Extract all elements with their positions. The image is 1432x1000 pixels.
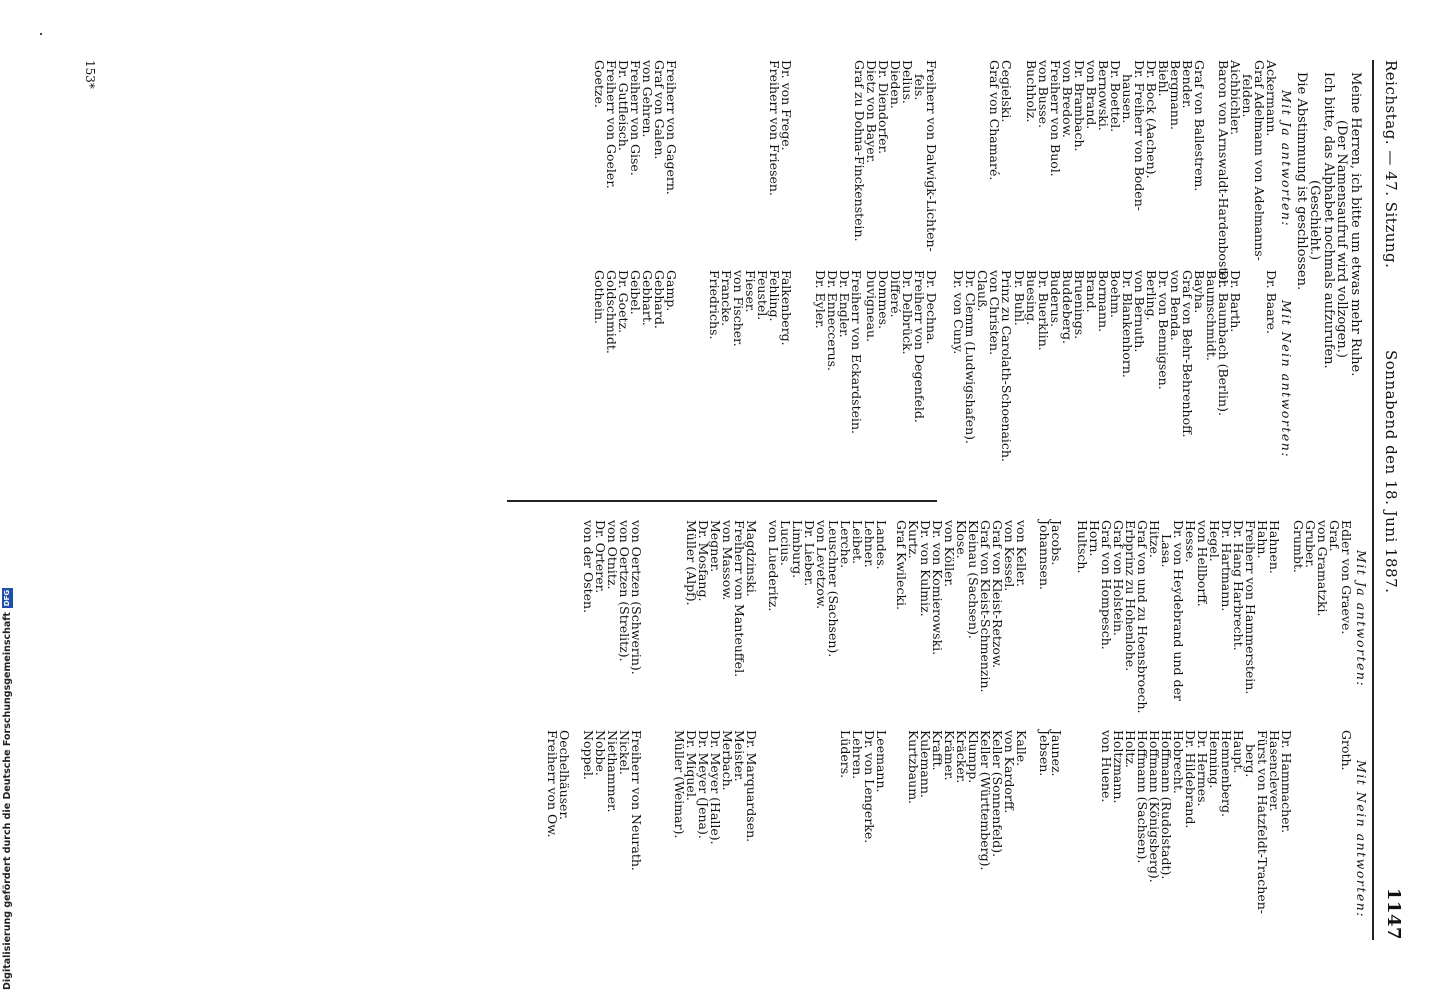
member-name — [1304, 730, 1316, 914]
member-name: von Brand. — [1084, 60, 1099, 130]
member-name: Freiherr von Gagern. — [664, 60, 679, 195]
member-name: Müller (Weimar). — [672, 730, 687, 839]
member-name: Dr. Lieber. — [802, 520, 817, 587]
member-name: Cegielski. — [999, 60, 1014, 123]
member-name: Differé. — [888, 270, 903, 318]
member-name: Megner. — [708, 520, 723, 573]
right-ja-heading-block — [1355, 520, 1367, 687]
member-name: Freiherr von Friesen. — [767, 60, 782, 196]
member-name: von Oertzen (Schwerin). — [629, 520, 644, 675]
member-name: Gothein. — [592, 270, 607, 325]
member-name: Hegel. — [1207, 520, 1222, 562]
member-name: Freiherr von Goeler. — [604, 60, 619, 189]
member-name: Holtz. — [1123, 730, 1138, 769]
header-center: Sonnabend den 18. Juni 1887. — [1382, 350, 1400, 594]
member-name: Dr. Baare. — [1264, 270, 1279, 335]
member-name: Graf von Hompesch. — [1099, 520, 1114, 650]
member-name: Lehner. — [862, 520, 877, 568]
member-name: Hobrecht. — [1171, 730, 1186, 794]
member-name: Lehren. — [850, 730, 865, 780]
member-name: Freiherr von Dalwigk-Lichten- — [924, 60, 939, 252]
member-name: Jaunez. — [1049, 730, 1064, 777]
member-name: von Gramatzki. — [1315, 520, 1330, 617]
member-name: Johannsen. — [1037, 520, 1052, 590]
member-name: Graf von Galen. — [652, 60, 667, 160]
member-name: Feustel. — [755, 270, 770, 321]
member-name: Bergmann. — [1168, 60, 1183, 130]
member-name: Hahnen. — [1267, 520, 1282, 574]
signature-mark: 153* — [83, 60, 97, 89]
member-name: Fürst von Hatzfeldt-Trachen- — [1255, 730, 1270, 914]
member-name: Freiherr von Neurath. — [629, 730, 644, 871]
page-number: 1147 — [1383, 887, 1404, 940]
member-name: Bayha. — [1192, 270, 1207, 314]
member-name: Ackermann. — [1264, 60, 1279, 137]
member-name: Krämer. — [942, 730, 957, 781]
member-name: Graf von Kleist-Schmenzin. — [978, 520, 993, 693]
right-nein-heading-block — [1355, 730, 1367, 918]
member-name: Hasenclever. — [1267, 730, 1282, 812]
member-name: von Kessel. — [1002, 520, 1017, 592]
right-ja-column-3 — [895, 520, 1027, 693]
intro-line: (Geschieht.) — [1307, 180, 1323, 261]
member-name: Dr. Orterer. — [593, 520, 608, 594]
member-name: Freiherr von Degenfeld. — [912, 270, 927, 423]
intro-line: (Der Namensaufruf wird vollzogen.) — [1334, 120, 1350, 358]
member-name: Dr. Hammacher. — [1279, 730, 1294, 834]
member-name: Leibet. — [850, 520, 865, 565]
member-name: Geibel. — [628, 270, 643, 315]
member-name: Dr. Freiherr von Boden- — [1132, 60, 1147, 211]
page-header — [1374, 60, 1404, 940]
member-name: Baron von Arnswaldt-Hardenbostel. — [1216, 60, 1231, 288]
member-name: Grumbt. — [1291, 520, 1306, 573]
member-name: Oechelhäuser. — [557, 730, 572, 821]
member-name: von Fischer. — [731, 270, 746, 347]
member-name: Hitze. — [1147, 520, 1162, 558]
member-name: Nickel. — [617, 730, 632, 775]
member-name: von der Osten. — [581, 520, 596, 614]
member-name: Delius. — [900, 60, 915, 104]
member-name: Graf zu Dohna-Finckenstein. — [852, 60, 867, 242]
member-name: Freiherr von Manteuffel. — [732, 520, 747, 678]
member-name: Holtzmann. — [1111, 730, 1126, 804]
member-name: Merbach. — [720, 730, 735, 791]
member-name: von Keller. — [1014, 520, 1029, 587]
member-name: von Christen. — [987, 270, 1002, 356]
member-name: Buddeberg. — [1060, 270, 1075, 344]
member-name: Keller (Württemberg). — [978, 730, 993, 871]
member-name: Aichbichler. — [1228, 60, 1243, 136]
member-name: Dr. Hildebrand. — [1183, 730, 1198, 829]
intro-line: Die Abstimmung ist geschlossen. — [1294, 72, 1309, 291]
member-name: Dr. Buerklin. — [1036, 270, 1051, 351]
left-ja-column-1 — [1025, 60, 1277, 288]
member-name: von Gehren. — [640, 60, 655, 138]
member-name: berg. — [1243, 744, 1258, 778]
member-name: Dr. von Kulmiz. — [918, 520, 933, 617]
member-name: Dr. Barth. — [1228, 270, 1243, 333]
left-ja-heading-block — [1280, 60, 1292, 227]
member-name: Klumpp. — [966, 730, 981, 784]
member-name: Berling. — [1144, 270, 1159, 321]
member-name: Freiherr von Buol. — [1048, 60, 1063, 177]
left-ja-column-4 — [768, 60, 792, 196]
dfg-logo: DFG — [3, 589, 11, 607]
left-nein-column-2 — [952, 270, 1012, 462]
member-name: Dieden. — [888, 60, 903, 109]
member-name: Kurtz. — [906, 520, 921, 559]
member-name: Leemann. — [874, 730, 889, 793]
member-name: Fieser. — [743, 270, 758, 313]
member-name: von Busse. — [1036, 60, 1051, 129]
right-nein-column-4 — [839, 730, 887, 843]
right-nein-column-3 — [907, 730, 1027, 871]
member-name: Gebhart. — [640, 270, 655, 326]
member-name: Dr. von Lengerke. — [862, 730, 877, 844]
member-name: Bruenings. — [1072, 270, 1087, 340]
column-divider — [507, 500, 937, 502]
left-nein-heading: Mit Nein antworten: — [1279, 300, 1294, 459]
member-name: Goldschmidt. — [604, 270, 619, 354]
member-name: Kulemann. — [918, 730, 933, 798]
member-name: Dr. Buhl. — [1012, 270, 1027, 326]
member-name: Dr. Boettel. — [1108, 60, 1123, 133]
member-name: von Köller. — [942, 520, 957, 588]
member-name: Clauß. — [975, 270, 990, 312]
member-name: Dr. Gutfleisch. — [616, 60, 631, 151]
member-name: Müller (Alpf). — [684, 520, 699, 606]
member-name: von Bernuth. — [1132, 270, 1147, 353]
left-nein-column-4 — [708, 270, 792, 347]
member-name: Dr. von Komierowski. — [930, 520, 945, 656]
member-name: von Kardorff. — [1002, 730, 1017, 814]
right-ja-column-5 — [685, 520, 757, 677]
member-name: Dr. Diendorfer. — [876, 60, 891, 155]
member-name: Dr. Goetz. — [616, 270, 631, 334]
digitization-credit: Digitalisierung gefördert durch die Deutsche ForschungsgemeinschaftDFG — [2, 589, 13, 990]
intro-line: Meine Herren, ich bitte um etwas mehr Ruhe. — [1348, 72, 1363, 377]
left-nein-column-1 — [1013, 270, 1277, 438]
member-name: Dr. Enneccerus. — [825, 270, 840, 372]
member-name: Dietz von Bayer. — [864, 60, 879, 164]
member-name: Meister. — [732, 730, 747, 782]
member-name: Graf Kwilecki. — [894, 520, 909, 610]
member-name: Freiherr von Ow. — [545, 730, 560, 838]
member-name: Baumschmidt. — [1204, 270, 1219, 361]
member-name: Kräcker. — [954, 730, 969, 784]
member-name: von Bredow. — [1060, 60, 1075, 138]
member-name: Leuschner (Sachsen). — [826, 520, 841, 658]
member-name: Dr. von Frege. — [779, 60, 794, 151]
member-name: Dr. Meyer (Halle). — [708, 730, 723, 845]
right-nein-heading: Mit Nein antworten: — [1354, 760, 1369, 919]
member-name: Graf von Chamaré. — [987, 60, 1002, 181]
member-name: Horn. — [1087, 520, 1102, 557]
member-name: Jebsen. — [1037, 730, 1052, 777]
member-name: Freiherr von Gise. — [628, 60, 643, 176]
member-name: von Otnitz. — [605, 520, 620, 590]
member-name: Goetze. — [592, 60, 607, 108]
left-nein-column-5 — [593, 270, 677, 354]
left-ja-heading: Mit Ja antworten: — [1279, 90, 1294, 228]
member-name: Dr. von Bennigsen. — [1156, 270, 1171, 390]
member-name: von Luederitz. — [766, 520, 781, 612]
member-name: Landes. — [874, 520, 889, 570]
member-name: Dr. von Heydebrand und der — [1171, 520, 1186, 701]
member-name: Graf von Holstein. — [1111, 520, 1126, 636]
member-name: Limburg. — [790, 520, 805, 579]
member-name: Fehling. — [767, 270, 782, 322]
member-name: Lerche. — [838, 520, 853, 569]
member-name: Brand. — [1084, 270, 1099, 313]
right-nein-column-1 — [1100, 730, 1352, 914]
member-name: Hemnenberg. — [1219, 730, 1234, 817]
member-name: Kurtzbaum. — [906, 730, 921, 805]
member-name: Jacobs. — [1049, 520, 1064, 566]
member-name: Graf von und zu Hoensbroech. — [1135, 520, 1150, 714]
member-name: Gebhard. — [652, 270, 667, 329]
left-ja-column-5 — [593, 60, 677, 195]
member-name: Hultsch. — [1075, 520, 1090, 574]
left-ja-column-2 — [988, 60, 1012, 180]
member-name: Dr. Marquardsen. — [744, 730, 759, 843]
member-name: Freiherr von Hammerstein. — [1243, 520, 1258, 695]
member-name: Lucius. — [778, 520, 793, 566]
member-name: Buesing. — [1024, 270, 1039, 326]
member-name: Hoffmann (Sachsen). — [1135, 730, 1150, 864]
right-ja-column-4 — [767, 520, 887, 657]
member-name: von Benda. — [1168, 270, 1183, 341]
member-name: Bender. — [1180, 60, 1195, 109]
member-name: von Hellborff. — [1195, 520, 1210, 607]
member-name: Erbprinz zu Hohenlohe. — [1123, 520, 1138, 672]
member-name: Lasa. — [1159, 534, 1174, 568]
member-name: Groth. — [1339, 730, 1354, 771]
member-name: Dr. Delbrück. — [900, 270, 915, 355]
member-name: Dr. Hang Harbrecht. — [1231, 520, 1246, 651]
member-name: Buderus. — [1048, 270, 1063, 328]
intro-text — [1295, 60, 1363, 460]
header-rule — [1372, 60, 1374, 940]
member-name: Dr. Brambach. — [1072, 60, 1087, 152]
member-name: von Huene. — [1099, 730, 1114, 803]
member-name: Falkenberg. — [779, 270, 794, 346]
member-name: Nobbe. — [593, 730, 608, 776]
member-name: Graf von Behr-Behrenhoff. — [1180, 270, 1195, 438]
member-name: Dr. Hartmann. — [1219, 520, 1234, 612]
member-name: Hesse. — [1183, 520, 1198, 563]
right-nein-column-2 — [1038, 730, 1062, 777]
member-name: Klose. — [954, 520, 969, 559]
header-left: Reichstag. — 47. Sitzung. — [1382, 60, 1400, 269]
member-name: Dr. Bock (Aachen). — [1144, 60, 1159, 179]
member-name: fels. — [912, 74, 927, 101]
member-name: Gamp. — [664, 270, 679, 312]
left-nein-heading-block — [1280, 270, 1292, 458]
member-name: Dr. Eyler. — [813, 270, 828, 329]
right-ja-column-1 — [1076, 520, 1352, 714]
member-name: Graf Adelmann von Adelmanns- — [1252, 60, 1267, 261]
member-name: Krafft. — [930, 730, 945, 771]
left-ja-column-3 — [853, 60, 937, 252]
right-ja-heading: Mit Ja antworten: — [1354, 550, 1369, 688]
left-nein-column-3b — [814, 270, 862, 434]
member-name: Graf von Kleist-Retzow. — [990, 520, 1005, 669]
member-name: Hahn. — [1255, 520, 1270, 559]
member-name: Noppel. — [581, 730, 596, 780]
member-name: Dr. Meyer (Jena). — [696, 730, 711, 839]
member-name: Friedrichs. — [707, 270, 722, 340]
member-name: Lüders. — [838, 730, 853, 779]
right-nein-column-6 — [546, 730, 642, 871]
member-name: Graf von Ballestrem. — [1192, 60, 1207, 192]
member-name: Edler von Graeve. — [1339, 520, 1354, 635]
member-name: Niethammer. — [605, 730, 620, 813]
member-name: Graf. — [1327, 520, 1342, 552]
member-name — [1316, 730, 1328, 914]
member-name: Magdzinski. — [744, 520, 759, 597]
member-name: Bernowski. — [1096, 60, 1111, 131]
member-name: Dr. von Cuny. — [951, 270, 966, 355]
member-name: Biehl. — [1156, 60, 1171, 97]
member-name: Keller (Sonnenfeld). — [990, 730, 1005, 858]
member-name: Dr. Engler. — [837, 270, 852, 338]
member-name: Hoffmann (Königsberg). — [1147, 730, 1162, 883]
intro-line: Ich bitte, das Alphabet nochmals aufzurufen. — [1321, 72, 1336, 369]
member-name: von Massow. — [720, 520, 735, 601]
member-name: Duvigneau. — [864, 270, 879, 343]
member-name: Henning. — [1207, 730, 1222, 789]
member-name: Dr. Hermes. — [1195, 730, 1210, 807]
member-name: Haupt. — [1231, 730, 1246, 774]
member-name: Gruber. — [1303, 520, 1318, 568]
member-name: Dr. Dechna. — [924, 270, 939, 345]
member-name: Hoffmann (Rudolstadt). — [1159, 730, 1174, 880]
member-name: Dommes. — [876, 270, 891, 330]
left-nein-column-3 — [865, 270, 937, 423]
right-ja-column-2 — [1038, 520, 1062, 590]
member-name: Dr. Mosfang. — [696, 520, 711, 602]
member-name: Dr. Miquel. — [684, 730, 699, 801]
member-name: Kalle. — [1014, 730, 1029, 767]
member-name: Freiherr von Eckardstein. — [849, 270, 864, 435]
member-name: Francke. — [719, 270, 734, 327]
member-name: Boehm. — [1108, 270, 1123, 318]
member-name: Kleinau (Sachsen). — [966, 520, 981, 639]
member-name: hausen. — [1120, 74, 1135, 124]
member-name: von Levetzow. — [814, 520, 829, 610]
right-nein-column-5 — [673, 730, 757, 845]
member-name: von Oertzen (Strelitz). — [617, 520, 632, 662]
member-name: Dr. Blankenhorn. — [1120, 270, 1135, 378]
member-name: Buchholz. — [1024, 60, 1039, 123]
member-name: Dr. Clemm (Ludwigshafen). — [963, 270, 978, 444]
member-name: felden. — [1240, 74, 1255, 118]
right-ja-column-6 — [582, 520, 642, 675]
member-name: Dr. Baumbach (Berlin). — [1216, 270, 1231, 416]
member-name: Prinz zu Carolath-Schoenaich. — [999, 270, 1014, 462]
member-name: Bormann. — [1096, 270, 1111, 333]
